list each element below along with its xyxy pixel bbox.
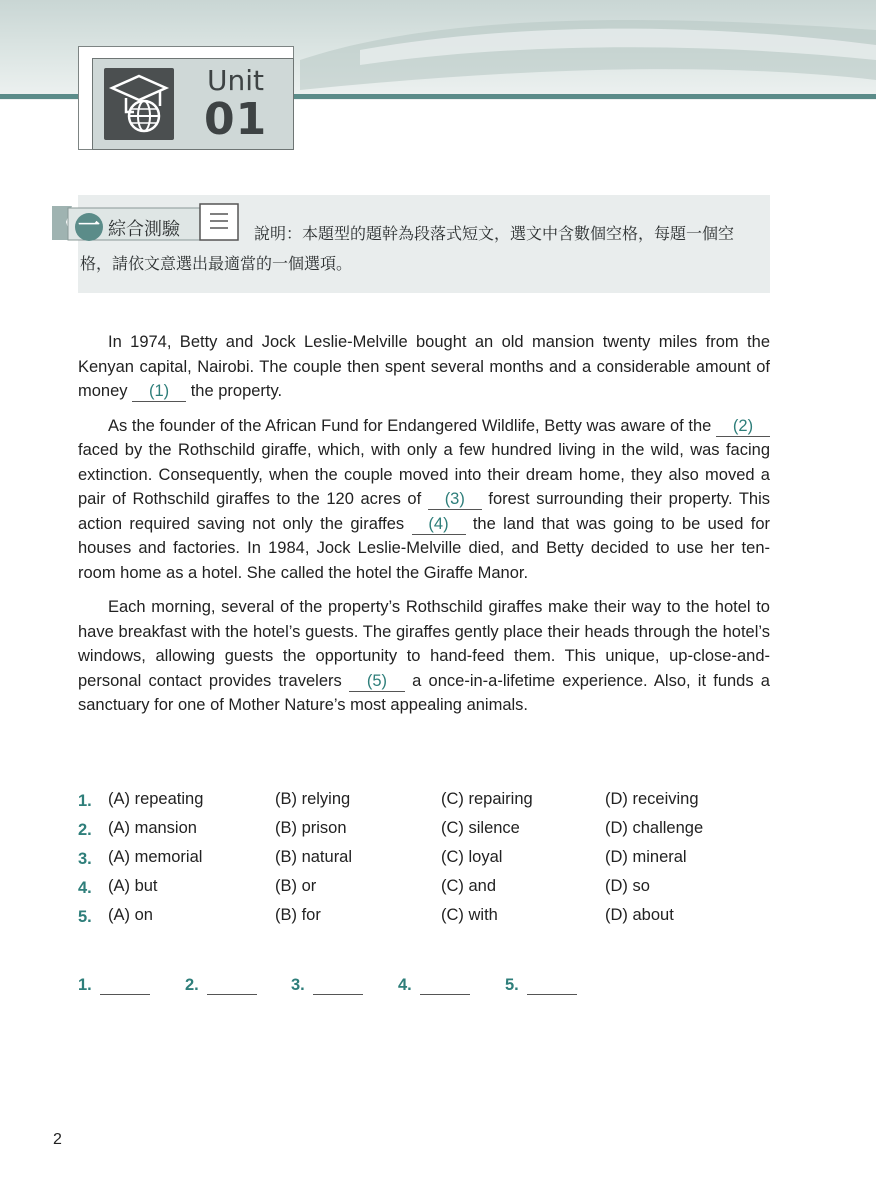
option-a[interactable]: (A) but [108, 877, 158, 895]
option-a[interactable]: (A) repeating [108, 790, 204, 808]
question-number: 2. [78, 821, 92, 839]
option-b[interactable]: (B) natural [275, 848, 353, 866]
question-number: 3. [78, 850, 92, 868]
option-c[interactable]: (C) repairing [441, 790, 533, 808]
blank-2: (2) [716, 416, 770, 437]
blank-1: (1) [132, 381, 186, 402]
option-c[interactable]: (C) with [441, 906, 498, 924]
reading-passage [78, 330, 770, 728]
answer-slot[interactable]: 1. [78, 976, 150, 995]
option-c[interactable]: (C) silence [441, 819, 520, 837]
option-a[interactable]: (A) memorial [108, 848, 203, 866]
option-c[interactable]: (C) and [441, 877, 497, 895]
option-d[interactable]: (D) receiving [605, 790, 699, 808]
option-d[interactable]: (D) so [605, 877, 650, 895]
option-c[interactable]: (C) loyal [441, 848, 503, 866]
answer-slot[interactable]: 4. [398, 976, 470, 995]
option-a[interactable]: (A) on [108, 906, 153, 924]
option-a[interactable]: (A) mansion [108, 819, 197, 837]
option-d[interactable]: (D) challenge [605, 819, 704, 837]
blank-4: (4) [412, 514, 466, 535]
question-number: 1. [78, 792, 92, 810]
passage-paragraph: In 1974, Betty and Jock Leslie-Melville bought an old mansion twenty miles from the Kenyan capital, Nairobi. The couple then spent several months and a considerable amount of money (1) the property. [78, 333, 770, 400]
question-row [78, 906, 770, 935]
unit-label: Unit [207, 64, 264, 97]
answer-slot[interactable]: 5. [505, 976, 577, 995]
option-b[interactable]: (B) relying [275, 790, 351, 808]
question-row [78, 819, 770, 848]
passage-paragraph: As the founder of the African Fund for Endangered Wildlife, Betty was aware of the (2) faced by the Rothschild giraffe, which, with only a few hundred living in the wild, was facing extinction. Consequently, when the couple moved into their dream home, they also moved a pair of Rothschild giraffes to the 120 acres of (3) forest surrounding their property. This action required saving not only the giraffes (4) the land that was going to be used for houses and factories. In 1984, Jock Leslie-Melville died, and Betty decided to use her ten-room home as a hotel. She called the hotel the Giraffe Manor. [78, 416, 770, 582]
section-title: 綜合測驗 [108, 219, 180, 240]
question-options [78, 790, 770, 935]
question-row [78, 848, 770, 877]
option-d[interactable]: (D) about [605, 906, 674, 924]
unit-number: 01 [204, 94, 268, 145]
blank-3: (3) [428, 489, 482, 510]
question-number: 5. [78, 908, 92, 926]
section-number-badge: 一 [75, 213, 103, 241]
option-b[interactable]: (B) prison [275, 819, 347, 837]
answer-slot[interactable]: 2. [185, 976, 257, 995]
question-row [78, 877, 770, 906]
answer-blanks [78, 976, 638, 1004]
answer-slot[interactable]: 3. [291, 976, 363, 995]
question-number: 4. [78, 879, 92, 897]
section-instructions: 說明：本題型的題幹為段落式短文，選文中含數個空格，每題一個空格，請依文意選出最適當的一個選項。 [80, 224, 735, 273]
option-b[interactable]: (B) or [275, 877, 317, 895]
option-d[interactable]: (D) mineral [605, 848, 687, 866]
page-number: 2 [53, 1131, 62, 1148]
option-b[interactable]: (B) for [275, 906, 321, 924]
passage-paragraph: Each morning, several of the property’s Rothschild giraffes make their way to the hotel to have breakfast with the hotel’s guests. The giraffes gently place their heads through the hotel’s windows, allowing guests the opportunity to hand-feed them. This unique, up-close-and-personal contact provides travelers (5) a once-in-a-lifetime experience. Also, it funds a sanctuary for one of Mother Nature’s most appealing animals. [78, 598, 770, 714]
graduation-globe-icon [104, 68, 174, 140]
blank-5: (5) [349, 671, 405, 692]
question-row [78, 790, 770, 819]
